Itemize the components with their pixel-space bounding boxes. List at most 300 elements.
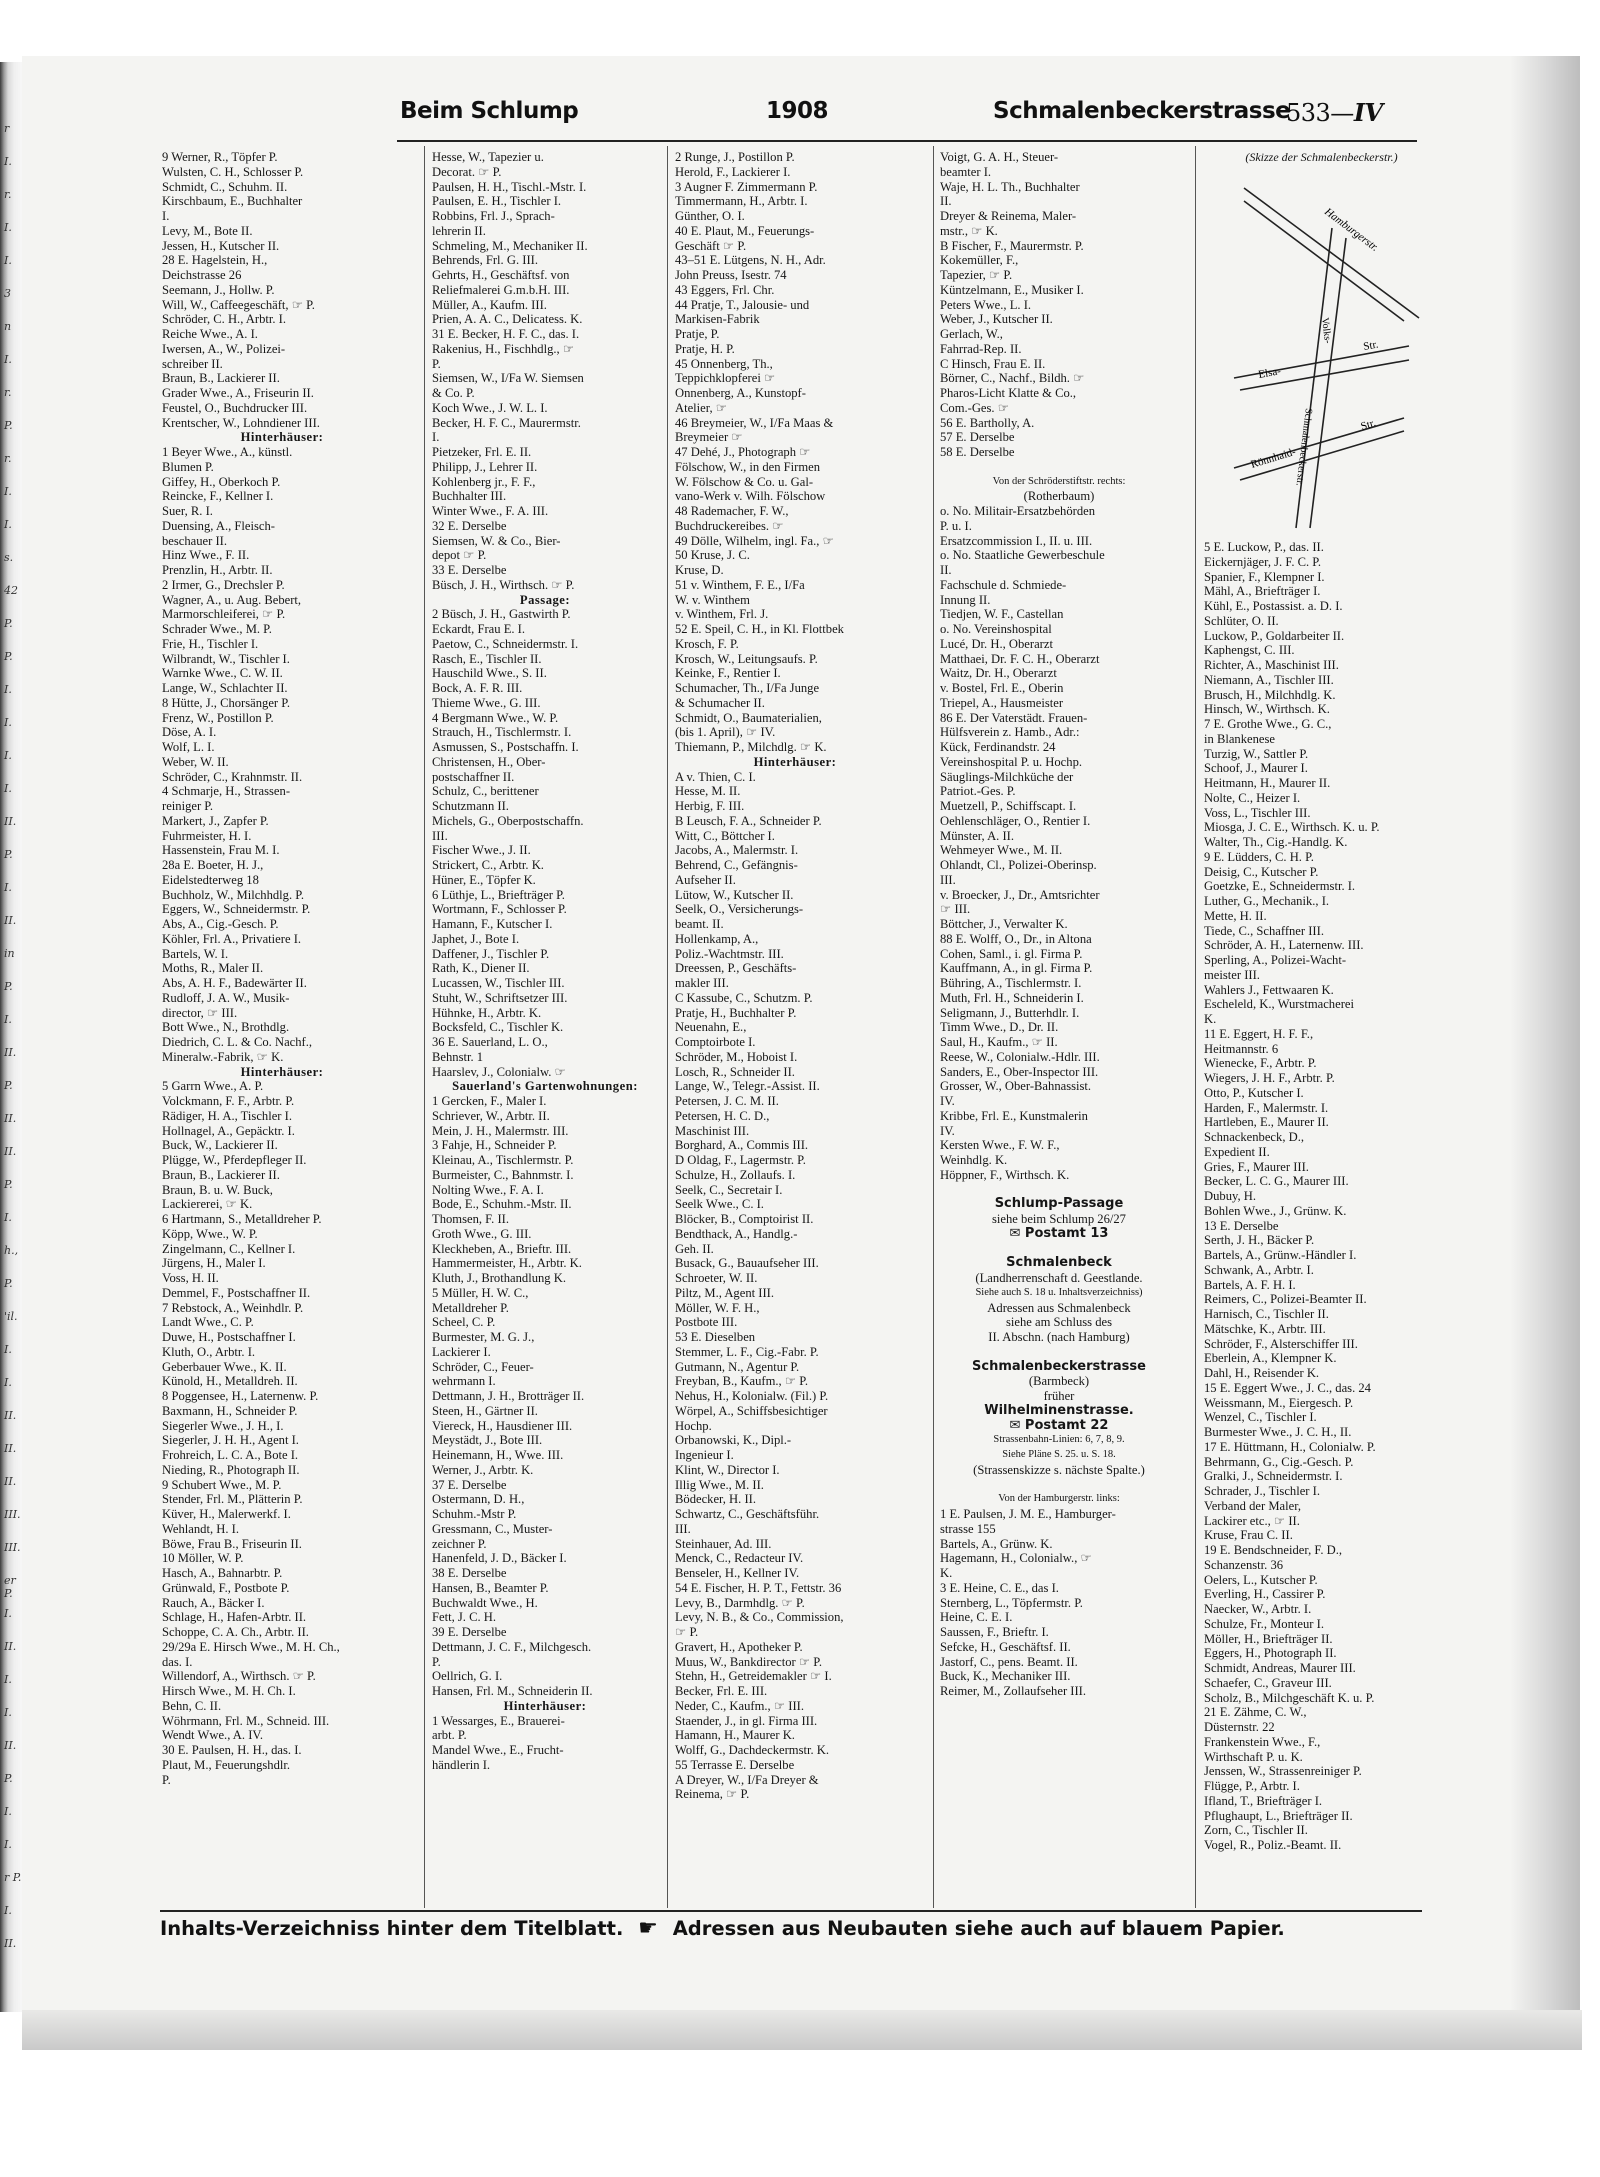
directory-entry: Illig Wwe., M. II. [675,1477,764,1492]
directory-entry: Zorn, C., Tischler II. [1204,1823,1308,1838]
directory-entry: beamter I. [940,164,992,179]
directory-entry: 2 Runge, J., Postillon P. [675,150,795,164]
directory-entry: Schriever, W., Arbtr. II. [432,1108,550,1123]
directory-entry: Matthaei, Dr. F. C. H., Oberarzt [940,651,1100,666]
directory-entry: Kühl, E., Postassist. a. D. I. [1204,599,1343,613]
directory-entry: Säuglings-Milchküche der [940,769,1074,784]
directory-entry: 3 Fahje, H., Schneider P. [432,1138,557,1153]
directory-entry: Breymeier ☞ [675,430,743,445]
directory-entry: Lackirer etc., ☞ II. [1204,1513,1300,1528]
directory-entry: A v. Thien, C. I. [675,769,756,784]
directory-entry: Abs, A., Cig.-Gesch. P. [162,917,279,931]
left-margin-fragment: III. [4,1541,21,1554]
directory-entry: Sperling, A., Polizei-Wacht- [1204,953,1347,967]
directory-entry: Schmalenbeckerstrasse [972,1359,1146,1374]
directory-entry: Künold, H., Metalldreh. II. [162,1374,298,1389]
directory-entry: Thieme Wwe., G. III. [432,695,541,710]
directory-entry: siehe am Schluss des [1006,1315,1112,1330]
directory-entry: Buck, K., Mechaniker III. [940,1669,1071,1684]
directory-entry: Bödecker, H. II. [675,1492,756,1507]
directory-entry: Harden, F., Malermstr. I. [1204,1100,1329,1115]
left-margin-fragment: I. [4,683,12,696]
directory-entry: Hollnagel, A., Gepäcktr. I. [162,1123,295,1138]
directory-entry: Siegerler, J. H. H., Agent I. [162,1433,299,1448]
left-margin-fragment: I. [4,518,12,531]
directory-entry: 31 E. Becker, H. F. C., das. I. [432,327,580,341]
directory-entry: Bartels, A. F. H. I. [1204,1277,1296,1292]
directory-entry: Büsch, J. H., Wirthsch. ☞ P. [432,577,575,592]
directory-entry: Heitmannstr. 6 [1204,1041,1279,1056]
directory-entry: Asmussen, S., Postschaffn. I. [432,740,579,754]
left-margin-fragment: P. [4,617,13,630]
directory-entry: Werner, J., Arbtr. K. [432,1462,534,1477]
left-margin-fragment: r. [4,452,12,465]
sketch-label: Str. [1359,417,1378,433]
directory-entry: Wienecke, F., Arbtr. P. [1204,1056,1317,1071]
directory-entry: Comptoirbote I. [675,1035,756,1049]
directory-entry: 43 Eggers, Frl. Chr. [675,282,775,297]
directory-entry: Küver, H., Malerwerkf. I. [162,1507,291,1521]
directory-entry: 17 E. Hüttmann, H., Colonialw. P. [1204,1439,1376,1454]
directory-entry: Siegerler Wwe., J. H., I. [162,1418,284,1433]
directory-entry: Innung II. [940,592,991,607]
directory-entry: Hammermeister, H., Arbtr. K. [432,1256,582,1271]
left-margin-fragment: 3 [4,287,11,300]
directory-entry: Döse, A. I. [162,725,217,740]
left-margin-fragment: 42 [4,584,18,597]
directory-entry: Goetzke, E., Schneidermstr. I. [1204,879,1356,894]
directory-entry: Michels, G., Oberpostschaffn. [432,813,584,828]
directory-entry: Keinke, F., Rentier I. [675,666,781,681]
directory-entry: Borghard, A., Commis III. [675,1138,809,1153]
directory-entry: Burmester, M. G. J., [432,1330,535,1344]
directory-entry: Schmeling, M., Mechaniker II. [432,238,588,253]
directory-entry: Schwartz, C., Geschäftsführ. [675,1507,820,1521]
directory-entry: Frie, H., Tischler I. [162,636,259,651]
directory-entry: 8 Poggensee, H., Laternenw. P. [162,1389,319,1403]
directory-entry: Serth, J. H., Bäcker P. [1204,1233,1315,1248]
directory-entry: Plaut, M., Feuerungshdlr. [162,1757,291,1772]
directory-entry: Lange, W., Telegr.-Assist. II. [675,1079,820,1094]
directory-entry: Teppichklopferei ☞ [675,371,776,386]
directory-entry: Steinhauer, Ad. III. [675,1536,772,1551]
directory-entry: 7 Rebstock, A., Weinhdlr. P. [162,1300,304,1315]
directory-entry: Braun, B. u. W. Buck, [162,1182,273,1197]
directory-entry: Lackierer I. [432,1344,491,1359]
directory-entry: director, ☞ III. [162,1005,238,1020]
left-margin-fragment: I. [4,1805,12,1818]
directory-entry: K. [940,1566,953,1580]
directory-entry: o. No. Staatliche Gewerbeschule [940,548,1105,563]
directory-entry: Schwank, A., Arbtr. I. [1204,1262,1314,1277]
left-margin-fragment: II. [4,1112,17,1125]
directory-entry: Vereinshospital P. u. Hochp. [940,754,1083,769]
directory-entry: 30 E. Paulsen, H. H., das. I. [162,1743,302,1757]
left-margin-fragment: er P. [4,1574,16,1600]
directory-entry: Walter, Th., Cig.-Handlg. K. [1204,835,1348,849]
directory-entry: 8 Hütte, J., Chorsänger P. [162,695,291,710]
directory-entry: Deisig, C., Kutscher P. [1204,864,1319,879]
directory-entry: makler III. [675,976,729,990]
left-margin-fragment: s. [4,551,14,564]
directory-entry: Schrader Wwe., M. P. [162,622,272,636]
directory-entry: Becker, Frl. E. III. [675,1684,768,1698]
directory-entry: 86 E. Der Vaterstädt. Frauen- [940,710,1088,725]
directory-entry: Eidelstedterweg 18 [162,872,259,887]
directory-entry: Geschäft ☞ P. [675,238,747,253]
directory-entry: 45 Onnenberg, Th., [675,356,773,371]
directory-entry: 1 Wessarges, E., Brauerei- [432,1713,565,1728]
directory-entry: Fischer Wwe., J. II. [432,843,531,858]
directory-entry: Schroeter, W. II. [675,1271,758,1285]
directory-entry: Feustel, O., Buchdrucker III. [162,400,308,415]
directory-entry: Dubuy, H. [1204,1189,1257,1203]
directory-entry: Grosser, W., Ober-Bahnassist. [940,1079,1092,1094]
directory-entry: Mette, H. II. [1204,908,1267,923]
directory-entry: 36 E. Sauerland, L. O., [432,1035,548,1049]
directory-entry: Weber, J., Kutscher II. [940,312,1053,327]
directory-entry: Schlage, H., Hafen-Arbtr. II. [162,1610,307,1625]
directory-entry: Volckmann, F. F., Arbtr. P. [162,1094,295,1108]
directory-entry: Von der Hamburgerstr. links: [998,1493,1120,1505]
directory-entry: Herold, F., Lackierer I. [675,164,791,179]
left-margin-fragment: II. [4,914,17,927]
directory-entry: Grünwald, F., Postbote P. [162,1580,290,1595]
directory-entry: vano-Werk v. Wilh. Fölschow [675,489,826,504]
directory-entry: Levy, M., Bote II. [162,223,253,238]
directory-entry: Duensing, A., Fleisch- [162,518,275,533]
left-margin-fragment: III. [4,1508,21,1521]
directory-entry: Robbins, Frl. J., Sprach- [432,209,555,223]
directory-entry: Hansen, B., Beamter P. [432,1580,549,1595]
directory-entry: Schlump-Passage [994,1197,1124,1212]
directory-entry: 47 Dehé, J., Photograph ☞ [675,445,811,459]
directory-entry: 38 E. Derselbe [432,1566,507,1580]
directory-entry: IV. [940,1094,955,1108]
left-margin-fragment: II. [4,1046,17,1059]
directory-entry: Rath, K., Diener II. [432,961,530,976]
left-margin-fragment: I. [4,1673,12,1686]
directory-entry: 4 Schmarje, H., Strassen- [162,784,291,799]
directory-entry: Reinema, ☞ P. [675,1787,750,1802]
directory-entry: Kruse, Frau C. II. [1204,1528,1293,1543]
left-margin-fragment: 'il. [4,1310,18,1323]
directory-entry: Bode, E., Schuhm.-Mstr. II. [432,1197,572,1212]
header-left-street: Beim Schlump [400,98,579,124]
directory-entry: Schmidt, C., Schuhm. II. [162,179,288,194]
directory-entry: Duwe, H., Postschaffner I. [162,1330,296,1344]
directory-entry: Wöhrmann, Frl. M., Schneid. III. [162,1713,330,1728]
directory-entry: Siehe auch S. 18 u. Inhaltsverzeichniss) [975,1286,1143,1298]
directory-entry: Christensen, H., Ober- [432,754,546,769]
directory-entry: Deichstrasse 26 [162,268,242,282]
directory-entry: Thomsen, F. II. [432,1212,509,1226]
directory-entry: Herbig, F. III. [675,799,745,813]
left-margin-fragment: h., [4,1244,19,1257]
directory-entry: Hasch, A., Bahnarbtr. P. [162,1566,283,1580]
directory-entry: Wortmann, F., Schlosser P. [432,902,567,917]
directory-entry: Wenzel, C., Tischler I. [1204,1410,1317,1425]
directory-entry: W. v. Winthem [675,592,750,607]
directory-entry: Rauch, A., Bäcker I. [162,1595,265,1610]
directory-entry: Richter, A., Maschinist III. [1204,658,1339,672]
directory-entry: Pratje, P. [675,327,720,341]
directory-entry: Fuhrmeister, H. I. [162,828,252,843]
directory-entry [940,1345,1178,1360]
directory-entry: Lucé, Dr. H., Oberarzt [940,636,1053,651]
directory-entry: Koch Wwe., J. W. L. I. [432,400,548,415]
directory-entry: III. [432,828,448,843]
directory-entry: Seelk Wwe., C. I. [675,1197,764,1212]
directory-entry: Com.-Ges. ☞ [940,400,1010,415]
header-year: 1908 [766,98,829,124]
directory-column-4 [940,150,1178,1908]
directory-entry: Bock, A. F. R. III. [432,681,523,695]
directory-entry: Markert, J., Zapfer P. [162,813,269,828]
directory-entry: Eickernjäger, J. F. C. P. [1204,554,1322,569]
directory-entry: Börner, C., Nachf., Bildh. ☞ [940,371,1085,386]
directory-entry: Kribbe, Frl. E., Kunstmalerin [940,1108,1088,1123]
sketch-label: Hamburgerstr. [1322,205,1381,254]
directory-entry: (Strassenskizze s. nächste Spalte.) [973,1462,1145,1477]
directory-entry: Schanzenstr. 36 [1204,1557,1284,1572]
directory-entry: 53 E. Dieselben [675,1330,756,1344]
directory-entry: Stuht, W., Schriftsetzer III. [432,990,568,1005]
directory-column-1 [162,150,402,1908]
directory-entry: Geberbauer Wwe., K. II. [162,1359,287,1374]
directory-entry: reiniger P. [162,799,214,813]
directory-entry: Hüner, E., Töpfer K. [432,872,536,887]
directory-entry: 5 Müller, H. W. C., [432,1285,529,1300]
left-margin-fragment: in [4,947,15,960]
directory-entry: Schutzmann II. [432,799,509,813]
directory-entry: Hochp. [675,1418,712,1433]
directory-entry: Petersen, J. C. M. II. [675,1094,779,1108]
directory-entry: Giffey, H., Oberkoch P. [162,474,281,489]
directory-entry: Winter Wwe., F. A. III. [432,504,549,518]
directory-entry: früher [1043,1389,1075,1403]
directory-entry: Schröder, F., Alsterschiffer III. [1204,1336,1358,1351]
left-margin-fragment: P. [4,1772,13,1785]
directory-entry: Lange, W., Schlachter II. [162,681,288,695]
directory-entry: 33 E. Derselbe [432,563,507,577]
left-margin-fragment: II. [4,815,17,828]
directory-entry: Pflughaupt, L., Briefträger II. [1204,1808,1353,1823]
directory-entry: Strassenbahn-Linien: 6, 7, 8, 9. [993,1434,1125,1446]
directory-entry: Wagner, A., u. Aug. Bebert, [162,592,302,607]
directory-entry: 2 Büsch, J. H., Gastwirth P. [432,607,571,622]
directory-entry: Niemann, A., Tischler III. [1204,672,1334,687]
directory-entry: Diedrich, C. L. & Co. Nachf., [162,1035,313,1049]
left-margin-fragment: II. [4,1145,17,1158]
directory-entry: Petersen, H. C. D., [675,1108,770,1123]
directory-entry: Philipp, J., Lehrer II. [432,459,538,474]
directory-entry: W. Fölschow & Co. u. Gal- [675,474,814,489]
directory-entry: Hollenkamp, A., [675,931,759,946]
directory-entry: Becker, L. C. G., Maurer III. [1204,1174,1349,1189]
directory-entry: Schulz, C., berittener [432,784,539,799]
directory-entry: ☞ P. [675,1625,699,1639]
directory-entry: beschauer II. [162,533,228,548]
directory-entry: Wendt Wwe., A. IV. [162,1728,264,1743]
directory-entry: 39 E. Derselbe [432,1625,507,1639]
directory-entry: ✉ Postamt 22 [1009,1418,1109,1433]
directory-entry: Hauschild Wwe., S. II. [432,666,547,681]
directory-entry: Maschinist III. [675,1123,750,1138]
directory-entry: Stender, Frl. M., Plätterin P. [162,1492,303,1507]
directory-entry: Schröder, C., Feuer- [432,1359,534,1374]
directory-entry: Grader Wwe., A., Friseurin II. [162,386,314,400]
directory-entry: Köpp, Wwe., W. P. [162,1226,258,1241]
directory-entry: Braun, B., Lackierer II. [162,1167,280,1182]
directory-entry: Gravert, H., Apotheker P. [675,1639,803,1654]
directory-entry: & Co. P. [432,386,475,400]
directory-entry: Schoppe, C. A. Ch., Arbtr. II. [162,1625,309,1639]
directory-entry: Expedient II. [1204,1144,1270,1159]
left-margin-fragment: I. [4,749,12,762]
directory-entry: Wehlandt, H. I. [162,1521,239,1536]
directory-entry: das. I. [162,1654,193,1669]
directory-entry: Passage: [519,592,571,607]
directory-entry: Paulsen, H. H., Tischl.-Mstr. I. [432,179,587,194]
directory-entry: Hinterhäuser: [240,1064,324,1079]
directory-entry: Turzig, W., Sattler P. [1204,746,1309,761]
directory-entry: 3 E. Heine, C. E., das I. [940,1580,1059,1595]
directory-entry: Krentscher, W., Lohndiener III. [162,415,320,430]
directory-entry: 52 E. Speil, C. H., in Kl. Flottbek [675,622,844,636]
directory-entry: meister III. [1204,967,1260,982]
column-divider [933,146,934,1908]
directory-entry: Frankenstein Wwe., F., [1204,1734,1321,1749]
directory-entry: Hamann, H., Maurer K. [675,1728,795,1743]
directory-entry: Harnisch, C., Tischler II. [1204,1307,1329,1321]
directory-entry: Weissmann, M., Eiergesch. P. [1204,1395,1354,1410]
directory-entry: Blöcker, B., Comptoirist II. [675,1212,814,1226]
directory-entry: II. [940,194,952,209]
directory-entry: depot ☞ P. [432,548,487,563]
directory-entry: Schröder, C., Krahnmstr. II. [162,769,303,784]
left-margin-fragment: I. [4,1904,12,1917]
directory-entry: Seligmann, J., Butterhdlr. I. [940,1005,1080,1020]
directory-entry: Pratje, H., Buchhalter P. [675,1005,797,1020]
directory-entry: Saussen, F., Brieftr. I. [940,1625,1049,1639]
directory-entry: Nehus, H., Kolonialw. (Fil.) P. [675,1389,829,1403]
directory-entry: Tiedjen, W. F., Castellan [940,607,1064,622]
directory-entry: B Fischer, F., Maurermstr. P. [940,238,1084,253]
directory-entry: Timmermann, H., Arbtr. I. [675,194,808,209]
column-divider [424,146,425,1908]
directory-entry: Günther, O. I. [675,209,745,223]
left-margin-fragment: I. [4,221,12,234]
directory-entry: 29/29a E. Hirsch Wwe., M. H. Ch., [162,1639,340,1654]
directory-entry: 50 Kruse, J. C. [675,548,750,563]
left-margin-fragment: r. [4,386,12,399]
footer-note [160,1916,1430,1941]
directory-entry: Jürgens, H., Maler I. [162,1256,266,1271]
left-margin-fragment: II. [4,1442,17,1455]
directory-entry: Hinterhäuser: [240,430,324,445]
left-margin-fragment: P. [4,1277,13,1290]
directory-entry: Gerlach, W., [940,327,1003,341]
directory-entry: B Leusch, F. A., Schneider P. [675,813,822,828]
directory-entry: o. No. Vereinshospital [940,622,1052,636]
left-margin-fragment: I. [4,716,12,729]
directory-entry: 9 Schubert Wwe., M. P. [162,1477,282,1492]
directory-entry: P. u. I. [940,518,972,533]
directory-entry: II. Abschn. (nach Hamburg) [988,1330,1130,1344]
left-margin-fragment: I. [4,1376,12,1389]
directory-entry: Wirthschaft P. u. K. [1204,1749,1303,1764]
directory-entry: Burmester Wwe., J. C. H., II. [1204,1425,1352,1439]
directory-entry: 49 Dölle, Wilhelm, ingl. Fa., ☞ [675,533,834,548]
directory-entry: Lütow, W., Kutscher II. [675,887,794,902]
directory-entry: Mähl, A., Briefträger I. [1204,584,1321,599]
directory-entry: P. [162,1772,171,1787]
directory-entry: 21 E. Zähme, C. W., [1204,1705,1307,1720]
directory-entry: Atelier, ☞ [675,400,728,415]
directory-entry: 10 Möller, W. P. [162,1551,244,1566]
directory-entry: Decorat. ☞ P. [432,164,502,179]
directory-entry: (Landherrenschaft d. Geestlande. [975,1271,1143,1285]
directory-entry: Schnackenbeck, D., [1204,1130,1305,1144]
directory-entry: Muus, W., Bankdirector ☞ P. [675,1654,823,1669]
header-rule [397,140,1417,142]
left-margin-fragment: P. [4,1178,13,1191]
directory-entry: Rudloff, J. A. W., Musik- [162,990,290,1005]
directory-entry: Brusch, H., Milchhdlg. K. [1204,687,1336,702]
directory-entry: Bohlen Wwe., J., Grünw. K. [1204,1203,1347,1218]
directory-entry: Krosch, F. P. [675,636,739,651]
directory-entry: Triepel, A., Hausmeister [940,695,1064,710]
directory-entry: Schuhm.-Mstr P. [432,1507,517,1521]
directory-entry: Postbote III. [675,1315,738,1330]
directory-entry: P. [432,356,441,371]
directory-entry: 19 E. Bendschneider, F. D., [1204,1543,1343,1557]
directory-entry: 40 E. Plaut, M., Feuerungs- [675,223,815,238]
directory-entry: Waje, H. L. Th., Buchhalter [940,179,1080,194]
directory-entry: Hamann, F., Kutscher I. [432,917,553,931]
directory-entry: 48 Rademacher, F. W., [675,504,789,518]
directory-entry: Schröder, M., Hoboist I. [675,1049,798,1064]
directory-entry: K. [1204,1012,1217,1026]
directory-entry: Hinterhäuser: [753,754,837,769]
directory-entry: Becker, H. F. C., Maurermstr. [432,415,581,430]
column-divider [667,146,668,1908]
directory-entry: Strickert, C., Arbtr. K. [432,858,544,872]
directory-entry: Muth, Frl. H., Schneiderin I. [940,990,1084,1005]
directory-entry: Düsternstr. 22 [1204,1720,1275,1734]
directory-entry: Mätschke, K., Arbtr. III. [1204,1321,1326,1336]
footer-right-text: Adressen aus Neubauten siehe auch auf blauem Papier. [672,1917,1285,1940]
directory-entry: Buchwaldt Wwe., H. [432,1595,538,1610]
directory-entry: 28 E. Hagelstein, H., [162,253,268,268]
directory-entry: (Rotherbaum) [1023,489,1095,504]
directory-entry: Hagemann, H., Colonialw., ☞ [940,1551,1092,1566]
directory-entry: Köhler, Frl. A., Privatiere I. [162,931,302,946]
sketch-label: Schmalenbeckerstr. [1293,407,1314,487]
directory-entry: Lackiererei, ☞ K. [162,1197,253,1212]
directory-entry: 11 E. Eggert, H. F. F., [1204,1026,1314,1041]
directory-entry: 1 E. Paulsen, J. M. E., Hamburger- [940,1507,1116,1521]
directory-entry: Hülfsverein z. Hamb., Adr.: [940,725,1080,740]
directory-entry: Gressmann, C., Muster- [432,1521,553,1536]
left-margin-fragment: P. [4,419,13,432]
directory-entry: Benseler, H., Kellner IV. [675,1566,800,1580]
directory-entry: Jessen, H., Kutscher II. [162,238,280,253]
directory-entry: Muetzell, P., Schiffscapt. I. [940,799,1077,813]
directory-column-5 [1204,540,1439,1908]
directory-entry: Eckardt, Frau E. I. [432,622,526,636]
